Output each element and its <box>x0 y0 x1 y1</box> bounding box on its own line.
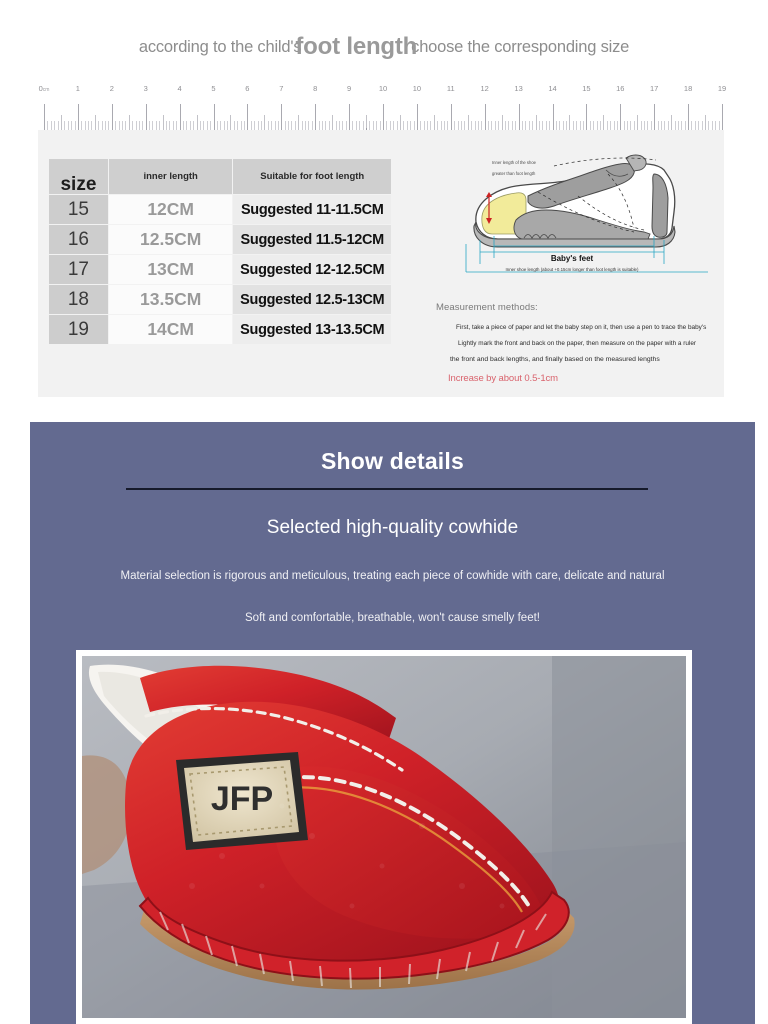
ruler-tick <box>512 121 513 130</box>
ruler-tick <box>47 121 48 130</box>
ruler-tick <box>152 121 153 130</box>
ruler-number: 9 <box>347 84 352 93</box>
ruler-number: 8 <box>313 84 318 93</box>
ruler-tick <box>600 121 601 130</box>
details-body-line-2: Soft and comfortable, breathable, won't cause smelly feet! <box>245 612 540 624</box>
ruler-tick <box>176 121 177 130</box>
ruler-tick <box>407 121 408 130</box>
ruler-tick <box>485 104 486 130</box>
ruler-tick <box>332 115 333 130</box>
ruler-number: 1 <box>75 84 80 93</box>
ruler-tick <box>505 121 506 130</box>
ruler-tick <box>136 121 137 130</box>
details-body-line-1: Material selection is rigorous and meticulous, treating each piece of cowhide with care, delicate and natural <box>120 570 665 582</box>
header-prefix: according to the child's <box>138 38 302 56</box>
ruler-tick <box>261 121 262 130</box>
size-info-panel <box>38 130 724 397</box>
ruler-tick <box>502 115 503 130</box>
ruler-tick <box>227 121 228 130</box>
ruler-tick <box>593 121 594 130</box>
ruler-tick <box>146 104 147 130</box>
show-details-section <box>30 422 755 1024</box>
ruler-tick <box>603 115 604 130</box>
ruler-tick <box>400 115 401 130</box>
ruler-tick <box>708 121 709 130</box>
ruler-tick <box>356 121 357 130</box>
cell-size: 15 <box>49 195 109 225</box>
cell-suitable-length: Suggested 13-13.5CM <box>233 315 392 345</box>
ruler-tick <box>142 121 143 130</box>
ruler-tick <box>410 121 411 130</box>
ruler-tick <box>237 121 238 130</box>
ruler-tick <box>281 104 282 130</box>
ruler-number: 0cm <box>38 84 50 93</box>
ruler-tick <box>376 121 377 130</box>
ruler-tick <box>620 104 621 130</box>
cell-suitable-length: Suggested 12-12.5CM <box>233 255 392 285</box>
ruler-tick <box>244 121 245 130</box>
ruler-tick <box>641 121 642 130</box>
ruler-tick <box>197 115 198 130</box>
table-row <box>49 195 392 225</box>
ruler-tick <box>651 121 652 130</box>
ruler-tick <box>691 121 692 130</box>
ruler-number: 6 <box>245 84 250 93</box>
ruler-number: 19 <box>717 84 727 93</box>
ruler-tick <box>458 121 459 130</box>
ruler-tick-marks <box>44 100 722 130</box>
table-header-row <box>49 159 392 195</box>
ruler-tick <box>654 104 655 130</box>
ruler-tick <box>325 121 326 130</box>
cell-size: 17 <box>49 255 109 285</box>
measurement-line-3: the front and back lengths, and finally based on the measured lengths <box>450 356 660 364</box>
ruler-tick <box>461 121 462 130</box>
table-row <box>49 225 392 255</box>
ruler-tick <box>397 121 398 130</box>
ruler-tick <box>424 121 425 130</box>
ruler-tick <box>610 121 611 130</box>
cell-inner-length: 12CM <box>108 195 233 225</box>
ruler-tick <box>390 121 391 130</box>
size-chart-table <box>48 158 392 345</box>
ruler-tick <box>553 104 554 130</box>
ruler-number: 16 <box>616 84 625 93</box>
measurement-highlight: Increase by about 0.5-1cm <box>448 372 558 384</box>
ruler-tick <box>180 104 181 130</box>
ruler-tick <box>563 121 564 130</box>
ruler-number: 13 <box>514 84 523 93</box>
ruler-tick <box>661 121 662 130</box>
ruler-tick <box>434 115 435 130</box>
ruler-graphic <box>38 84 727 130</box>
column-header-inner-length: inner length <box>108 159 233 195</box>
ruler-tick <box>315 104 316 130</box>
ruler-tick <box>336 121 337 130</box>
header-suffix: choose the corresponding size <box>411 38 630 56</box>
ruler-number: 3 <box>143 84 148 93</box>
ruler-number: 2 <box>109 84 114 93</box>
table-row <box>49 255 392 285</box>
ruler-tick <box>173 121 174 130</box>
ruler-tick <box>556 121 557 130</box>
ruler-tick <box>278 121 279 130</box>
ruler-tick <box>271 121 272 130</box>
ruler-tick <box>58 121 59 130</box>
ruler-tick <box>647 121 648 130</box>
ruler-tick <box>468 115 469 130</box>
ruler-tick <box>420 121 421 130</box>
ruler-tick <box>359 121 360 130</box>
ruler-tick <box>108 121 109 130</box>
ruler-tick <box>427 121 428 130</box>
ruler-number: 11 <box>446 84 455 93</box>
ruler-number: 10 <box>412 84 422 93</box>
ruler-tick <box>224 121 225 130</box>
ruler-tick <box>349 104 350 130</box>
ruler-tick <box>214 104 215 130</box>
ruler-tick <box>329 121 330 130</box>
ruler-tick <box>275 121 276 130</box>
ruler-tick <box>617 121 618 130</box>
cell-size: 16 <box>49 225 109 255</box>
ruler-tick <box>149 121 150 130</box>
ruler-tick <box>559 121 560 130</box>
ruler-tick <box>664 121 665 130</box>
details-divider <box>126 488 648 490</box>
details-subtitle: Selected high-quality cowhide <box>266 517 519 538</box>
ruler-tick <box>200 121 201 130</box>
ruler-tick <box>495 121 496 130</box>
ruler-tick <box>346 121 347 130</box>
ruler-tick <box>305 121 306 130</box>
ruler-tick <box>295 121 296 130</box>
ruler-number: 10 <box>378 84 388 93</box>
ruler-tick <box>712 121 713 130</box>
ruler-tick <box>380 121 381 130</box>
ruler-tick <box>637 115 638 130</box>
ruler-number-labels <box>38 84 727 98</box>
ruler-tick <box>369 121 370 130</box>
ruler-number: 14 <box>548 84 557 93</box>
brand-tag <box>176 752 308 850</box>
ruler-tick <box>156 121 157 130</box>
ruler-tick <box>125 121 126 130</box>
ruler-tick <box>644 121 645 130</box>
shoe-cross-section-diagram <box>458 140 716 275</box>
diagram-label-line1: Inner length of the shoe <box>492 160 537 165</box>
cell-inner-length: 13.5CM <box>108 285 233 315</box>
ruler-tick <box>488 121 489 130</box>
ruler-tick <box>291 121 292 130</box>
column-header-suitable: Suitable for foot length <box>233 159 392 195</box>
ruler-tick <box>258 121 259 130</box>
ruler-tick <box>549 121 550 130</box>
ruler-tick <box>78 104 79 130</box>
ruler-tick <box>129 115 130 130</box>
ruler-tick <box>102 121 103 130</box>
ruler-tick <box>719 121 720 130</box>
ruler-tick <box>403 121 404 130</box>
ruler-tick <box>475 121 476 130</box>
cell-size: 18 <box>49 285 109 315</box>
ruler-tick <box>264 115 265 130</box>
ruler-tick <box>688 104 689 130</box>
ruler-tick <box>203 121 204 130</box>
page-header <box>0 22 768 68</box>
ruler-tick <box>166 121 167 130</box>
ruler-tick <box>51 121 52 130</box>
ruler-tick <box>597 121 598 130</box>
ruler-tick <box>230 115 231 130</box>
ruler-tick <box>54 121 55 130</box>
ruler-tick <box>268 121 269 130</box>
ruler-tick <box>478 121 479 130</box>
ruler-tick <box>539 121 540 130</box>
ruler-tick <box>159 121 160 130</box>
ruler-tick <box>163 115 164 130</box>
ruler-tick <box>241 121 242 130</box>
ruler-tick <box>115 121 116 130</box>
ruler-number: 7 <box>279 84 284 93</box>
cell-inner-length: 14CM <box>108 315 233 345</box>
ruler-tick <box>441 121 442 130</box>
ruler-tick <box>671 115 672 130</box>
ruler-tick <box>44 104 45 130</box>
measurement-line-1: First, take a piece of paper and let the baby step on it, then use a pen to trace the baby's <box>456 324 707 331</box>
ruler-tick <box>630 121 631 130</box>
ruler-tick <box>525 121 526 130</box>
ruler-tick <box>81 121 82 130</box>
ruler-tick <box>627 121 628 130</box>
ruler-tick <box>122 121 123 130</box>
ruler-tick <box>634 121 635 130</box>
ruler-tick <box>491 121 492 130</box>
ruler-tick <box>247 104 248 130</box>
ruler-number: 12 <box>480 84 489 93</box>
ruler-tick <box>715 121 716 130</box>
ruler-tick <box>508 121 509 130</box>
ruler-number: 17 <box>650 84 659 93</box>
ruler-tick <box>566 121 567 130</box>
ruler-tick <box>451 104 452 130</box>
ruler-tick <box>576 121 577 130</box>
ruler-number: 15 <box>582 84 591 93</box>
ruler-tick <box>447 121 448 130</box>
ruler-tick <box>546 121 547 130</box>
measurement-line-2: Lightly mark the front and back on the paper, then measure on the paper with a ruler <box>458 340 697 348</box>
table-row <box>49 285 392 315</box>
ruler-tick <box>88 121 89 130</box>
ruler-tick <box>722 104 723 130</box>
diagram-babys-feet-label: Baby's feet <box>550 254 594 263</box>
ruler-tick <box>75 121 76 130</box>
ruler-tick <box>583 121 584 130</box>
ruler-tick <box>695 121 696 130</box>
ruler-tick <box>586 104 587 130</box>
ruler-tick <box>417 104 418 130</box>
column-header-size: size <box>49 159 109 195</box>
ruler-tick <box>342 121 343 130</box>
ruler-tick <box>339 121 340 130</box>
ruler-tick <box>430 121 431 130</box>
ruler-tick <box>705 115 706 130</box>
ruler-tick <box>668 121 669 130</box>
ruler-tick <box>207 121 208 130</box>
ruler-tick <box>91 121 92 130</box>
ruler-tick <box>519 104 520 130</box>
ruler-tick <box>414 121 415 130</box>
ruler-tick <box>64 121 65 130</box>
ruler-tick <box>454 121 455 130</box>
ruler-tick <box>675 121 676 130</box>
ruler-tick <box>386 121 387 130</box>
ruler-tick <box>139 121 140 130</box>
ruler-tick <box>85 121 86 130</box>
ruler-tick <box>193 121 194 130</box>
measurement-methods-block <box>436 302 736 384</box>
ruler-tick <box>186 121 187 130</box>
ruler-tick <box>522 121 523 130</box>
ruler-tick <box>98 121 99 130</box>
product-photo <box>82 656 686 1018</box>
header-text <box>139 31 629 59</box>
cell-inner-length: 12.5CM <box>108 225 233 255</box>
ruler-tick <box>624 121 625 130</box>
ruler-tick <box>169 121 170 130</box>
ruler-tick <box>536 115 537 130</box>
ruler-tick <box>515 121 516 130</box>
ruler-tick <box>607 121 608 130</box>
ruler-tick <box>302 121 303 130</box>
ruler-tick <box>580 121 581 130</box>
ruler-tick <box>217 121 218 130</box>
measurement-title: Measurement methods: <box>436 302 538 313</box>
ruler-tick <box>251 121 252 130</box>
cell-suitable-length: Suggested 11.5-12CM <box>233 225 392 255</box>
ruler-tick <box>220 121 221 130</box>
header-emphasis: foot length <box>295 33 418 60</box>
ruler-tick <box>464 121 465 130</box>
ruler-tick <box>254 121 255 130</box>
details-title: Show details <box>321 448 464 474</box>
diagram-note: Inner shoe length (about +0.15cm longer than foot length is suitable) <box>505 267 639 272</box>
ruler-tick <box>312 121 313 130</box>
ruler-tick <box>68 121 69 130</box>
ruler-tick <box>183 121 184 130</box>
ruler-number: 18 <box>683 84 693 93</box>
product-photo-frame <box>76 650 692 1024</box>
ruler-tick <box>444 121 445 130</box>
ruler-tick <box>363 121 364 130</box>
ruler-tick <box>542 121 543 130</box>
cell-inner-length: 13CM <box>108 255 233 285</box>
ruler-tick <box>529 121 530 130</box>
cell-size: 19 <box>49 315 109 345</box>
table-row <box>49 315 392 345</box>
ruler-tick <box>112 104 113 130</box>
cell-suitable-length: Suggested 12.5-13CM <box>233 285 392 315</box>
ruler-tick <box>590 121 591 130</box>
ruler-tick <box>190 121 191 130</box>
ruler-tick <box>71 121 72 130</box>
ruler-tick <box>685 121 686 130</box>
ruler-tick <box>308 121 309 130</box>
ruler-tick <box>481 121 482 130</box>
ruler-tick <box>383 104 384 130</box>
ruler-tick <box>132 121 133 130</box>
ruler-tick <box>681 121 682 130</box>
ruler-tick <box>532 121 533 130</box>
ruler-tick <box>234 121 235 130</box>
ruler-tick <box>95 115 96 130</box>
ruler-number: 5 <box>211 84 216 93</box>
ruler-tick <box>658 121 659 130</box>
ruler-tick <box>105 121 106 130</box>
ruler-tick <box>373 121 374 130</box>
ruler-tick <box>437 121 438 130</box>
ruler-tick <box>678 121 679 130</box>
ruler-tick <box>698 121 699 130</box>
ruler-tick <box>471 121 472 130</box>
ruler-tick <box>298 115 299 130</box>
ruler-tick <box>498 121 499 130</box>
diagram-label-line2: greater than foot length <box>492 171 536 176</box>
ruler-number: 4 <box>177 84 182 93</box>
ruler-tick <box>393 121 394 130</box>
ruler-tick <box>288 121 289 130</box>
ruler-tick <box>614 121 615 130</box>
brand-tag-text: JFP <box>210 780 274 818</box>
ruler-tick <box>285 121 286 130</box>
ruler-tick <box>569 115 570 130</box>
ruler-tick <box>573 121 574 130</box>
ruler-tick <box>352 121 353 130</box>
ruler-tick <box>322 121 323 130</box>
ruler-tick <box>61 115 62 130</box>
ruler-tick <box>702 121 703 130</box>
cell-suitable-length: Suggested 11-11.5CM <box>233 195 392 225</box>
ruler-tick <box>210 121 211 130</box>
ruler-tick <box>319 121 320 130</box>
ruler-tick <box>119 121 120 130</box>
